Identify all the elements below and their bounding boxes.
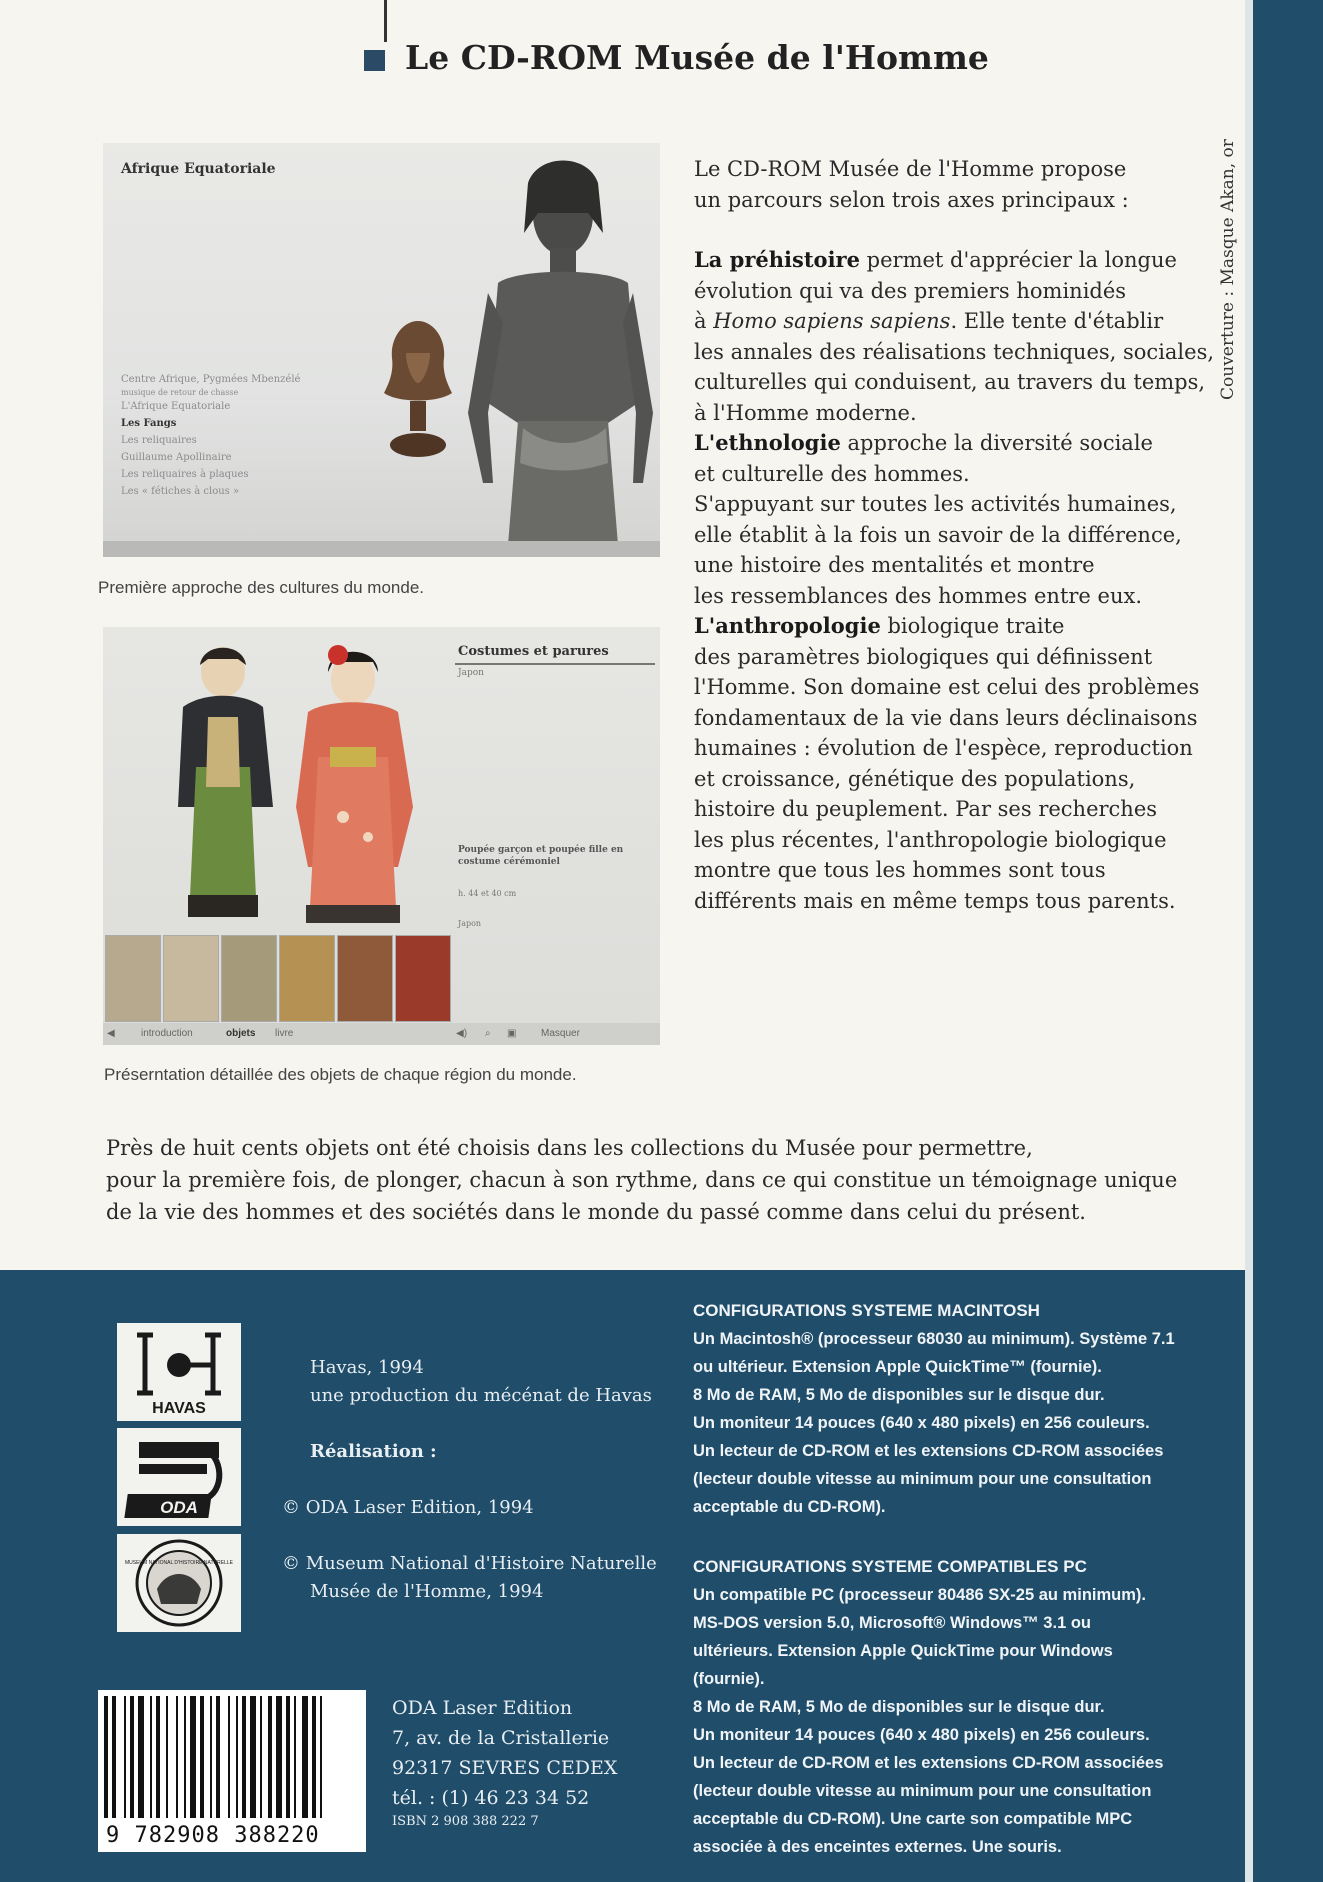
text-line: Le CD-ROM Musée de l'Homme propose [694,157,1127,181]
text-line: S'appuyant sur toutes les activités humaines, [694,492,1177,516]
text-line: les plus récentes, l'anthropologie biologique [694,827,1167,852]
config-line: ou ultérieur. Extension Apple QuickTime™ (fournie). [693,1358,1102,1376]
object-description: Poupée garçon et poupée fille en costume cérémoniel [458,845,624,867]
config-line: MS-DOS version 5.0, Microsoft® Windows™ 3.1 ou [693,1614,1091,1632]
object-origin: Japon [458,919,482,928]
thumbnail[interactable] [221,935,277,1022]
text-line: elle établit à la fois un savoir de la différence, [694,522,1182,547]
screenshot-subtitle: Japon [458,668,484,678]
config-line: Un compatible PC (processeur 80486 SX-25 au minimum). [693,1586,1146,1604]
print-icon[interactable]: ▣ [507,1028,517,1039]
publisher-city: 92317 SEVRES CEDEX [392,1757,618,1779]
text-line: des paramètres biologiques qui définissent [694,644,1153,669]
config-line: Un lecteur de CD-ROM et les extensions CD-ROM associées [693,1442,1164,1460]
closing-paragraph [106,1132,1206,1228]
oda-logo [117,1428,241,1526]
oda-logo-text: ODA [160,1498,198,1517]
back-arrow-icon[interactable]: ◀ [107,1028,115,1039]
publisher-address [392,1693,617,1813]
caption-image1: Première approche des cultures du monde. [98,578,425,597]
credit-havas-production: une production du mécénat de Havas [310,1385,652,1406]
text-line: à l'Homme moderne. [694,400,917,425]
text-line: culturelles qui conduisent, au travers du temps, [694,370,1206,394]
text-line: un parcours selon trois axes principaux : [694,187,1129,212]
text-line: les ressemblances des hommes entre eux. [694,583,1143,608]
thumbnail[interactable] [105,935,161,1022]
barcode [98,1690,366,1852]
config-line: acceptable du CD-ROM). Une carte son compatible MPC [693,1810,1133,1828]
page-title: Le CD-ROM Musée de l'Homme [405,38,989,77]
search-icon[interactable]: ⌕ [485,1028,491,1039]
config-line: (lecteur double vitesse au minimum pour une consultation [693,1470,1152,1488]
barcode-bars [98,1696,366,1826]
config-line: acceptable du CD-ROM). [693,1498,886,1516]
thumbnail[interactable] [163,935,219,1022]
screenshot-section-title: Costumes et parures [458,644,609,659]
screenshot-nav-bar [103,1023,660,1045]
menu-line: Les Fangs [121,418,177,429]
publisher-name: ODA Laser Edition [392,1697,573,1719]
config-heading: CONFIGURATIONS SYSTEME COMPATIBLES PC [693,1557,1087,1576]
menu-line: Les reliquaires [121,435,197,446]
body-text [694,154,1234,916]
config-line: Un lecteur de CD-ROM et les extensions CD-ROM associées [693,1754,1164,1772]
thumbnail[interactable] [337,935,393,1022]
museum-logo-text: MUSEUM NATIONAL D'HISTOIRE NATURELLE [124,1560,234,1566]
thumbnail[interactable] [395,935,451,1022]
screenshot-afrique [103,143,660,557]
sound-icon[interactable]: ◀) [456,1028,468,1039]
menu-line: musique de retour de chasse [121,388,239,397]
credit-havas-year: Havas, 1994 [310,1357,424,1378]
screenshot-menu [121,371,300,500]
right-edge-strip [1245,0,1323,1882]
credit-realisation: Réalisation : [310,1441,437,1462]
text-line: L'anthropologie biologique traite [694,613,1065,638]
text-line: une histoire des mentalités et montre [694,553,1095,577]
nav-masquer[interactable]: Masquer [541,1028,580,1039]
havas-logo-text: HAVAS [152,1400,206,1417]
publisher-street: 7, av. de la Cristallerie [392,1727,610,1749]
museum-logo [117,1534,241,1632]
term-prehistoire: La préhistoire [694,247,860,272]
portrait-photo [458,153,658,545]
config-heading: CONFIGURATIONS SYSTEME MACINTOSH [693,1301,1040,1320]
config-line: (fournie). [693,1670,765,1688]
config-line: (lecteur double vitesse au minimum pour une consultation [693,1782,1152,1800]
reliquary-mask-image [378,313,458,463]
config-line: Un moniteur 14 pouces (640 x 480 pixels) en 256 couleurs. [693,1726,1150,1744]
havas-logo [117,1323,241,1421]
header-rule [384,0,387,42]
text-line: et culturelle des hommes. [694,461,970,486]
nav-livre[interactable]: livre [275,1028,294,1039]
text-line: pour la première fois, de plonger, chacun à son rythme, dans ce qui constitue un témoignage unique [106,1168,1178,1192]
text-line: et croissance, génétique des populations, [694,766,1136,791]
credit-museum-l2: Musée de l'Homme, 1994 [310,1581,544,1602]
term-ethnologie: L'ethnologie [694,430,841,455]
credit-oda: © ODA Laser Edition, 1994 [282,1497,534,1518]
dolls-photo [148,637,448,937]
menu-line: Guillaume Apollinaire [121,452,232,463]
text-line: l'Homme. Son domaine est celui des problèmes [694,675,1200,699]
config-macintosh [693,1297,1233,1521]
text-line: montre que tous les hommes sont tous [694,858,1106,882]
publisher-tel: tél. : (1) 46 23 34 52 [392,1787,590,1809]
screenshot-bottom-bar [103,541,660,557]
caption-image2: Préserntation détaillée des objets de chaque région du monde. [104,1065,577,1084]
text-line: La préhistoire permet d'apprécier la longue [694,247,1177,272]
config-line: 8 Mo de RAM, 5 Mo de disponibles sur le disque dur. [693,1386,1105,1404]
text-line: L'ethnologie approche la diversité sociale [694,430,1153,455]
title-bullet-icon [364,50,385,71]
config-line: Un moniteur 14 pouces (640 x 480 pixels) en 256 couleurs. [693,1414,1150,1432]
text-line: humaines : évolution de l'espèce, reproduction [694,736,1193,760]
term-anthropologie: L'anthropologie [694,613,881,638]
nav-introduction[interactable]: introduction [141,1028,193,1039]
text-line: à Homo sapiens sapiens. Elle tente d'établir [694,309,1164,333]
screenshot-section-title: Afrique Equatoriale [121,161,276,177]
isbn: ISBN 2 908 388 222 7 [392,1814,539,1829]
text-line: différents mais en même temps tous parents. [694,888,1176,913]
config-line: ultérieurs. Extension Apple QuickTime pour Windows [693,1642,1113,1660]
config-line: 8 Mo de RAM, 5 Mo de disponibles sur le disque dur. [693,1698,1105,1716]
menu-line: Les reliquaires à plaques [121,469,249,480]
text-line: Près de huit cents objets ont été choisis dans les collections du Musée pour permettre, [106,1136,1033,1160]
header-underline [455,663,655,665]
credit-museum-l1: © Museum National d'Histoire Naturelle [282,1553,657,1574]
nav-objets[interactable]: objets [226,1028,256,1039]
menu-line: L'Afrique Equatoriale [121,401,231,412]
menu-line: Centre Afrique, Pygmées Mbenzélé [121,374,301,385]
thumbnail-strip [105,935,650,1020]
config-line: Un Macintosh® (processeur 68030 au minimum). Système 7.1 [693,1330,1175,1348]
text-line: histoire du peuplement. Par ses recherches [694,797,1158,821]
text-line: de la vie des hommes et des sociétés dans le monde du passé comme dans celui du présent. [106,1200,1086,1224]
screenshot-costumes [103,627,660,1045]
config-line: associée à des enceintes externes. Une souris. [693,1838,1062,1856]
text-line: fondamentaux de la vie dans leurs déclinaisons [694,705,1198,730]
menu-line: Les « fétiches à clous » [121,486,240,497]
config-pc [693,1553,1233,1861]
barcode-number: 9 782908 388220 [106,1823,320,1848]
object-dimensions: h. 44 et 40 cm [458,889,517,898]
side-credit: Couverture : Masque Akan, or [1218,139,1238,400]
text-line: évolution qui va des premiers hominidés [694,278,1127,303]
text-line: les annales des réalisations techniques, sociales, [694,339,1215,364]
thumbnail[interactable] [279,935,335,1022]
